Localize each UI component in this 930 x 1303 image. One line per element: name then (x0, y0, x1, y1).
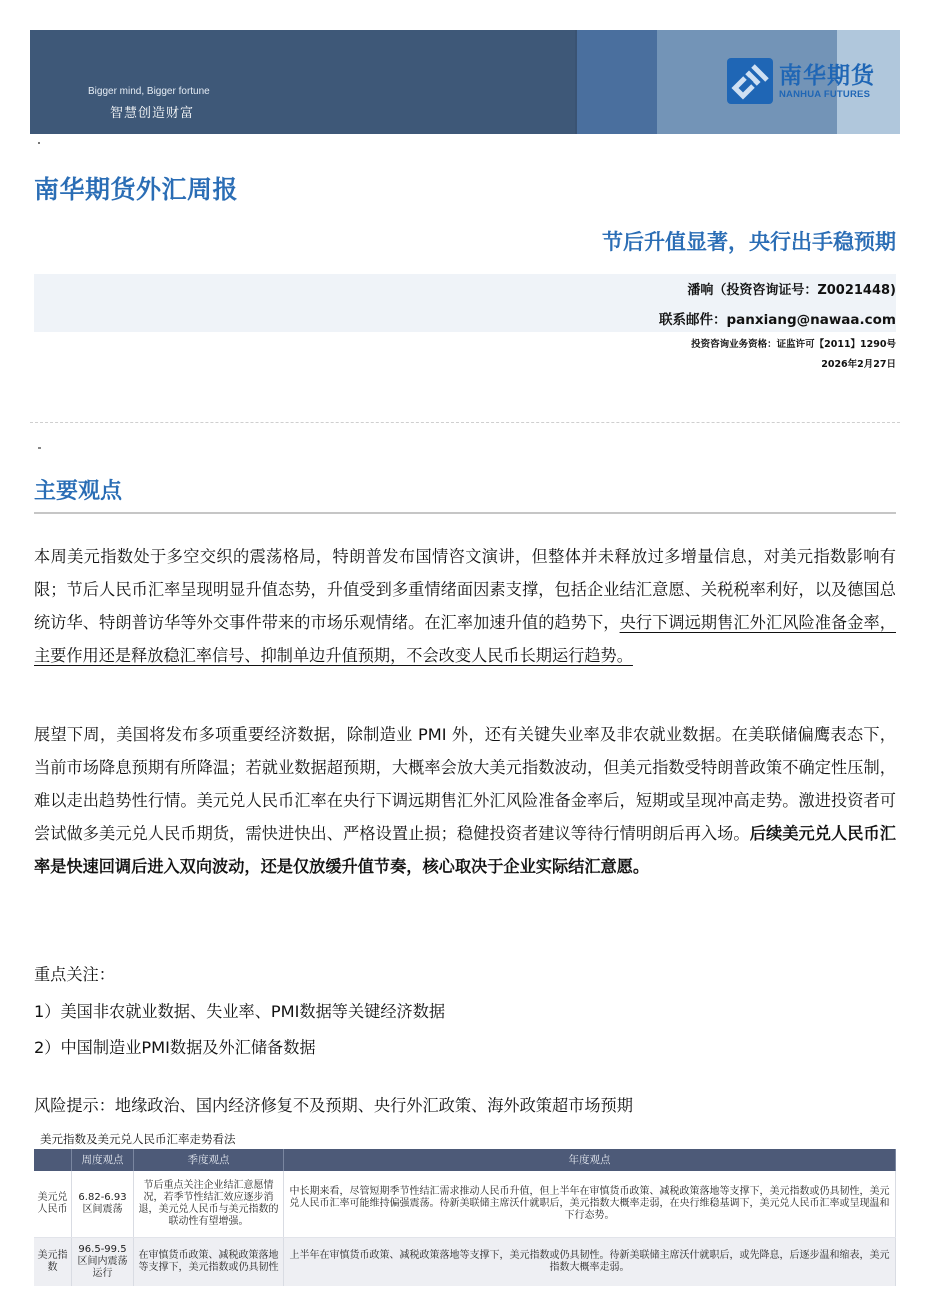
company-logo (727, 58, 875, 104)
qualification-line: 投资咨询业务资格：证监许可【2011】1290号 (691, 339, 896, 350)
logo-chinese-name: 南华期货 (779, 62, 875, 89)
annual-view: 上半年在审慎货币政策、减税政策落地等支撑下，美元指数或仍具韧性。待新美联储主席沃什就职后，或先降息，后逐步温和缩表，美元指数大概率走弱。 (284, 1238, 896, 1287)
nanhua-logo-icon (727, 58, 773, 104)
banner-band-mid (577, 30, 657, 134)
paragraph-weekly-review (34, 540, 896, 672)
outlook-table (34, 1149, 896, 1286)
quarterly-view: 节后重点关注企业结汇意愿情况，若季节性结汇效应逐步消退，美元兑人民币与美元指数的联动性有望增强。 (134, 1171, 284, 1238)
risk-warning: 风险提示：地缘政治、国内经济修复不及预期、央行外汇政策、海外政策超市场预期 (34, 1096, 633, 1115)
underlined-key-point: 央行下调远期售汇外汇风险准备金率，主要作用还是释放稳汇率信号、抑制单边升值预期，不会改变人民币长期运行趋势。 (34, 613, 896, 665)
slogan-chinese: 智慧创造财富 (110, 106, 195, 121)
dashed-divider (30, 422, 900, 423)
focus-title: 重点关注： (34, 965, 115, 984)
table-header-quarterly: 季度观点 (134, 1149, 284, 1171)
report-title: 南华期货外汇周报 (34, 175, 239, 204)
section-divider (34, 512, 896, 514)
section-title-main-views: 主要观点 (34, 479, 123, 504)
paragraph-outlook (34, 718, 896, 883)
row-name: 美元兑人民币 (34, 1171, 72, 1238)
row-name: 美元指数 (34, 1238, 72, 1287)
weekly-view: 96.5-99.5区间内震荡运行 (72, 1238, 134, 1287)
banner-band-dark (30, 30, 577, 134)
paragraph-text: 本周美元指数处于多空交织的震荡格局，特朗普发布国情咨文演讲，但整体并未释放过多增量信息，对美元指数影响有限；节后人民币汇率呈现明显升值态势，升值受到多重情绪面因素支撑，包括企业结汇意愿、关税税率利好，以及德国总统访华、特朗普访华等外交事件带来的市场乐观情绪。在汇率加速升值的趋势下， (34, 547, 896, 632)
table-row (34, 1238, 896, 1287)
table-header-weekly: 周度观点 (72, 1149, 134, 1171)
annual-view: 中长期来看，尽管短期季节性结汇需求推动人民币升值，但上半年在审慎货币政策、减税政策落地等支撑下，美元指数或仍具韧性，美元兑人民币汇率可能维持偏强震荡。待新美联储主席沃什就职后，美元指数大概率走弱，在央行维稳基调下，美元兑人民币汇率或呈现温和下行态势。 (284, 1171, 896, 1238)
focus-item: 1）美国非农就业数据、失业率、PMI数据等关键经济数据 (34, 1002, 446, 1021)
table-header-blank (34, 1149, 72, 1171)
table-caption: 美元指数及美元兑人民币汇率走势看法 (40, 1132, 236, 1146)
contact-email[interactable]: 联系邮件：panxiang@nawaa.com (659, 312, 896, 328)
paragraph-text: 展望下周，美国将发布多项重要经济数据，除制造业 PMI 外，还有关键失业率及非农就业数据。在美联储偏鹰表态下，当前市场降息预期有所降温；若就业数据超预期，大概率会放大美元指数波动，但美元指数受特朗普政策不确定性压制，难以走出趋势性行情。美元兑人民币汇率在央行下调远期售汇外汇风险准备金率后，短期或呈现冲高走势。激进投资者可尝试做多美元兑人民币期货，需快进快出、严格设置止损；稳健投资者建议等待行情明朗后再入场。 (34, 725, 896, 843)
quarterly-view: 在审慎货币政策、减税政策落地等支撑下，美元指数或仍具韧性 (134, 1238, 284, 1287)
table-row (34, 1171, 896, 1238)
table-header-annual: 年度观点 (284, 1149, 896, 1171)
decorative-dot (38, 447, 41, 449)
report-date: 2026年2月27日 (821, 359, 896, 370)
report-subtitle: 节后升值显著，央行出手稳预期 (602, 230, 896, 254)
decorative-dot (38, 142, 40, 144)
table-header-row (34, 1149, 896, 1171)
weekly-view: 6.82-6.93区间震荡 (72, 1171, 134, 1238)
slogan-english: Bigger mind, Bigger fortune (88, 86, 210, 97)
author-line: 潘响（投资咨询证号：Z0021448) (687, 283, 896, 298)
focus-item: 2）中国制造业PMI数据及外汇储备数据 (34, 1038, 316, 1057)
bold-conclusion: 后续美元兑人民币汇率是快速回调后进入双向波动，还是仅放缓升值节奏，核心取决于企业实际结汇意愿。 (34, 824, 896, 876)
logo-english-name: NANHUA FUTURES (779, 88, 871, 100)
